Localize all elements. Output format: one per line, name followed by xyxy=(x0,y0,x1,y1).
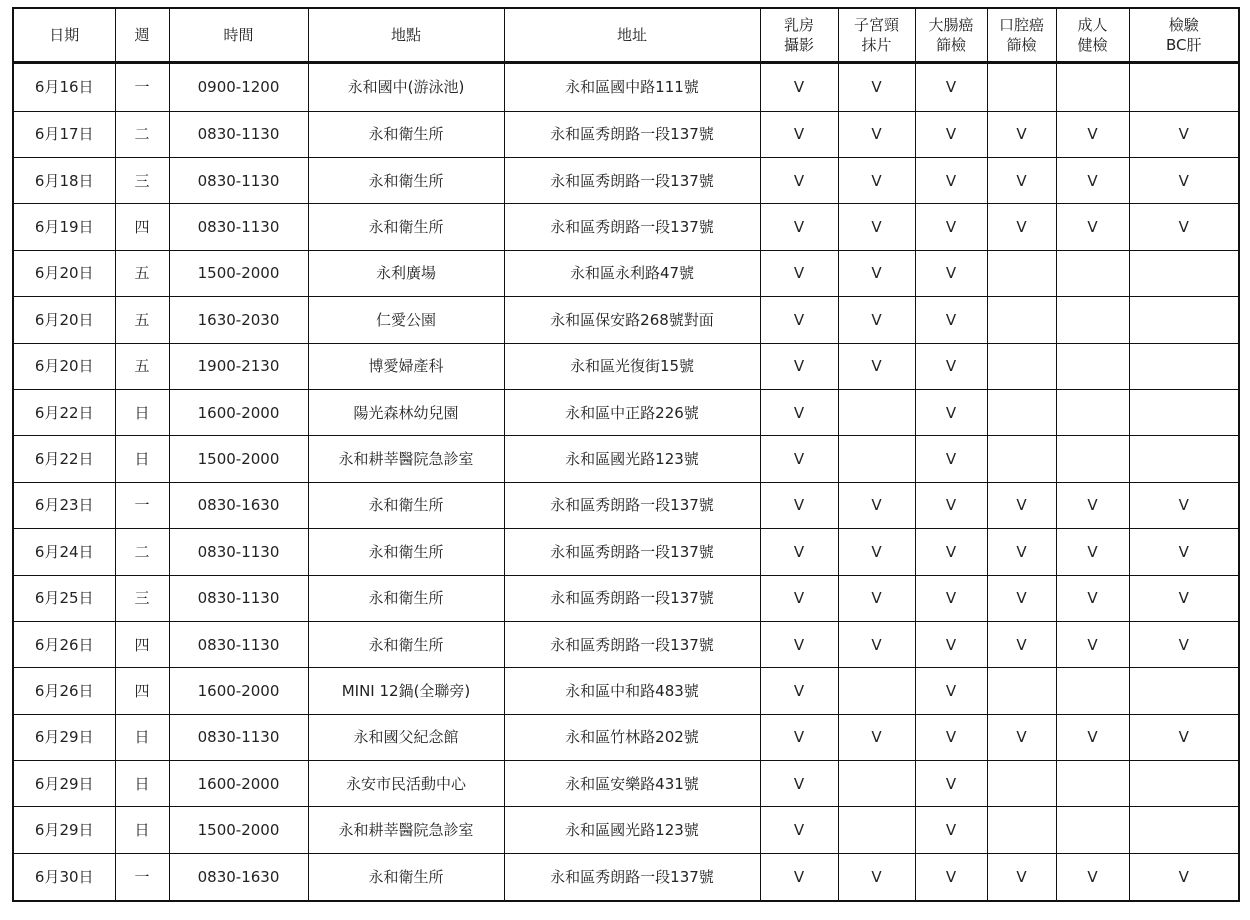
cell-location: 永和衛生所 xyxy=(308,157,504,203)
cell-adult xyxy=(1056,761,1129,807)
cell-adult: V xyxy=(1056,157,1129,203)
cell-hepatitis xyxy=(1129,761,1239,807)
cell-hepatitis xyxy=(1129,343,1239,389)
cell-colorectal: V xyxy=(915,389,987,435)
cell-breast: V xyxy=(760,63,838,112)
column-header-cervical-line: 抹片 xyxy=(861,36,892,54)
cell-location: 永和耕莘醫院急診室 xyxy=(308,807,504,853)
cell-date: 6月26日 xyxy=(13,668,115,714)
cell-adult: V xyxy=(1056,621,1129,667)
cell-weekday: 二 xyxy=(115,529,169,575)
cell-cervical xyxy=(838,761,915,807)
column-header-breast-line: 攝影 xyxy=(783,36,814,54)
cell-date: 6月29日 xyxy=(13,807,115,853)
cell-location: 陽光森林幼兒園 xyxy=(308,389,504,435)
cell-oral xyxy=(987,807,1056,853)
cell-time: 1500-2000 xyxy=(169,436,308,482)
cell-breast: V xyxy=(760,204,838,250)
table-row xyxy=(13,575,1239,621)
cell-breast: V xyxy=(760,389,838,435)
cell-cervical xyxy=(838,436,915,482)
cell-weekday: 五 xyxy=(115,297,169,343)
cell-oral xyxy=(987,761,1056,807)
table-row xyxy=(13,157,1239,203)
table-row xyxy=(13,853,1239,901)
cell-time: 1900-2130 xyxy=(169,343,308,389)
cell-time: 0900-1200 xyxy=(169,63,308,112)
column-header-oral xyxy=(987,8,1056,63)
cell-hepatitis xyxy=(1129,807,1239,853)
cell-hepatitis xyxy=(1129,250,1239,296)
column-header-colorectal-line: 篩檢 xyxy=(935,36,966,54)
cell-address: 永和區秀朗路一段137號 xyxy=(504,111,760,157)
cell-location: 永和衛生所 xyxy=(308,575,504,621)
column-header-location-line: 地點 xyxy=(390,26,421,44)
cell-cervical xyxy=(838,389,915,435)
cell-adult: V xyxy=(1056,204,1129,250)
cell-adult: V xyxy=(1056,714,1129,760)
cell-weekday: 一 xyxy=(115,63,169,112)
cell-oral: V xyxy=(987,111,1056,157)
column-header-oral-line: 篩檢 xyxy=(1006,36,1037,54)
table-header xyxy=(13,8,1239,63)
cell-colorectal: V xyxy=(915,63,987,112)
cell-time: 0830-1130 xyxy=(169,575,308,621)
cell-weekday: 一 xyxy=(115,482,169,528)
cell-colorectal: V xyxy=(915,807,987,853)
cell-address: 永和區國光路123號 xyxy=(504,436,760,482)
cell-breast: V xyxy=(760,714,838,760)
cell-hepatitis xyxy=(1129,297,1239,343)
cell-time: 0830-1130 xyxy=(169,111,308,157)
cell-breast: V xyxy=(760,436,838,482)
cell-hepatitis: V xyxy=(1129,853,1239,901)
cell-oral: V xyxy=(987,853,1056,901)
cell-address: 永和區秀朗路一段137號 xyxy=(504,621,760,667)
cell-adult: V xyxy=(1056,853,1129,901)
cell-adult xyxy=(1056,668,1129,714)
cell-hepatitis: V xyxy=(1129,111,1239,157)
cell-breast: V xyxy=(760,297,838,343)
cell-location: 永和衛生所 xyxy=(308,621,504,667)
cell-cervical: V xyxy=(838,63,915,112)
cell-date: 6月18日 xyxy=(13,157,115,203)
cell-address: 永和區秀朗路一段137號 xyxy=(504,575,760,621)
cell-date: 6月20日 xyxy=(13,297,115,343)
table-body xyxy=(13,63,1239,902)
cell-cervical: V xyxy=(838,621,915,667)
cell-oral: V xyxy=(987,157,1056,203)
cell-date: 6月24日 xyxy=(13,529,115,575)
cell-breast: V xyxy=(760,668,838,714)
cell-colorectal: V xyxy=(915,714,987,760)
cell-date: 6月17日 xyxy=(13,111,115,157)
cell-address: 永和區秀朗路一段137號 xyxy=(504,482,760,528)
cell-address: 永和區國中路111號 xyxy=(504,63,760,112)
cell-cervical: V xyxy=(838,575,915,621)
cell-time: 0830-1630 xyxy=(169,482,308,528)
cell-location: 永安市民活動中心 xyxy=(308,761,504,807)
cell-date: 6月23日 xyxy=(13,482,115,528)
cell-breast: V xyxy=(760,343,838,389)
cell-cervical: V xyxy=(838,111,915,157)
cell-oral: V xyxy=(987,714,1056,760)
cell-oral xyxy=(987,63,1056,112)
cell-date: 6月19日 xyxy=(13,204,115,250)
cell-cervical: V xyxy=(838,853,915,901)
cell-breast: V xyxy=(760,621,838,667)
cell-weekday: 三 xyxy=(115,575,169,621)
column-header-hepatitis-line: BC肝 xyxy=(1165,36,1202,54)
column-header-date-line: 日期 xyxy=(49,26,80,44)
cell-oral xyxy=(987,250,1056,296)
column-header-oral-line: 口腔癌 xyxy=(998,16,1044,34)
cell-address: 永和區秀朗路一段137號 xyxy=(504,157,760,203)
cell-hepatitis: V xyxy=(1129,529,1239,575)
cell-oral: V xyxy=(987,621,1056,667)
cell-cervical: V xyxy=(838,250,915,296)
screening-schedule-table xyxy=(12,7,1240,902)
cell-location: 博愛婦產科 xyxy=(308,343,504,389)
cell-cervical xyxy=(838,668,915,714)
cell-colorectal: V xyxy=(915,250,987,296)
column-header-breast xyxy=(760,8,838,63)
cell-time: 0830-1130 xyxy=(169,714,308,760)
cell-address: 永和區秀朗路一段137號 xyxy=(504,529,760,575)
cell-colorectal: V xyxy=(915,297,987,343)
table-row xyxy=(13,63,1239,112)
cell-colorectal: V xyxy=(915,157,987,203)
screening-schedule-sheet xyxy=(12,7,1238,902)
table-row xyxy=(13,297,1239,343)
cell-address: 永和區竹林路202號 xyxy=(504,714,760,760)
cell-date: 6月16日 xyxy=(13,63,115,112)
cell-colorectal: V xyxy=(915,343,987,389)
column-header-weekday xyxy=(115,8,169,63)
cell-cervical: V xyxy=(838,529,915,575)
cell-address: 永和區秀朗路一段137號 xyxy=(504,853,760,901)
cell-location: 永和國中(游泳池) xyxy=(308,63,504,112)
table-row xyxy=(13,761,1239,807)
cell-time: 1500-2000 xyxy=(169,250,308,296)
cell-hepatitis xyxy=(1129,668,1239,714)
cell-cervical xyxy=(838,807,915,853)
cell-colorectal: V xyxy=(915,482,987,528)
cell-address: 永和區保安路268號對面 xyxy=(504,297,760,343)
column-header-time xyxy=(169,8,308,63)
column-header-cervical xyxy=(838,8,915,63)
table-row xyxy=(13,529,1239,575)
cell-breast: V xyxy=(760,482,838,528)
cell-time: 0830-1130 xyxy=(169,157,308,203)
cell-address: 永和區永利路47號 xyxy=(504,250,760,296)
cell-colorectal: V xyxy=(915,668,987,714)
cell-colorectal: V xyxy=(915,575,987,621)
column-header-adult xyxy=(1056,8,1129,63)
cell-adult xyxy=(1056,436,1129,482)
column-header-address-line: 地址 xyxy=(616,26,647,44)
cell-time: 0830-1630 xyxy=(169,853,308,901)
cell-date: 6月20日 xyxy=(13,250,115,296)
cell-hepatitis: V xyxy=(1129,575,1239,621)
cell-weekday: 日 xyxy=(115,436,169,482)
cell-adult xyxy=(1056,343,1129,389)
cell-oral xyxy=(987,297,1056,343)
cell-address: 永和區光復街15號 xyxy=(504,343,760,389)
cell-colorectal: V xyxy=(915,529,987,575)
cell-date: 6月20日 xyxy=(13,343,115,389)
cell-oral xyxy=(987,389,1056,435)
cell-date: 6月22日 xyxy=(13,436,115,482)
cell-oral: V xyxy=(987,204,1056,250)
column-header-adult-line: 成人 xyxy=(1077,16,1108,34)
cell-colorectal: V xyxy=(915,853,987,901)
table-row xyxy=(13,111,1239,157)
cell-location: 永和衛生所 xyxy=(308,853,504,901)
column-header-breast-line: 乳房 xyxy=(783,16,814,34)
cell-date: 6月30日 xyxy=(13,853,115,901)
table-row xyxy=(13,343,1239,389)
cell-weekday: 四 xyxy=(115,621,169,667)
column-header-time-line: 時間 xyxy=(223,26,254,44)
column-header-cervical-line: 子宮頸 xyxy=(853,16,899,34)
cell-location: 永利廣場 xyxy=(308,250,504,296)
cell-oral xyxy=(987,668,1056,714)
cell-hepatitis: V xyxy=(1129,204,1239,250)
cell-location: 永和衛生所 xyxy=(308,204,504,250)
cell-time: 0830-1130 xyxy=(169,204,308,250)
table-row xyxy=(13,621,1239,667)
cell-adult xyxy=(1056,297,1129,343)
cell-hepatitis: V xyxy=(1129,621,1239,667)
cell-time: 1600-2000 xyxy=(169,668,308,714)
cell-colorectal: V xyxy=(915,761,987,807)
column-header-colorectal-line: 大腸癌 xyxy=(928,16,974,34)
table-row xyxy=(13,807,1239,853)
cell-time: 1630-2030 xyxy=(169,297,308,343)
cell-weekday: 二 xyxy=(115,111,169,157)
cell-address: 永和區秀朗路一段137號 xyxy=(504,204,760,250)
cell-colorectal: V xyxy=(915,621,987,667)
cell-breast: V xyxy=(760,250,838,296)
cell-weekday: 四 xyxy=(115,204,169,250)
cell-hepatitis: V xyxy=(1129,714,1239,760)
cell-weekday: 日 xyxy=(115,761,169,807)
cell-location: 仁愛公園 xyxy=(308,297,504,343)
cell-adult: V xyxy=(1056,575,1129,621)
cell-time: 1600-2000 xyxy=(169,389,308,435)
cell-adult: V xyxy=(1056,111,1129,157)
cell-adult xyxy=(1056,389,1129,435)
cell-colorectal: V xyxy=(915,111,987,157)
cell-cervical: V xyxy=(838,482,915,528)
cell-weekday: 日 xyxy=(115,389,169,435)
cell-oral xyxy=(987,343,1056,389)
cell-oral xyxy=(987,436,1056,482)
cell-location: 永和國父紀念館 xyxy=(308,714,504,760)
cell-adult: V xyxy=(1056,482,1129,528)
cell-breast: V xyxy=(760,575,838,621)
cell-breast: V xyxy=(760,111,838,157)
column-header-weekday-line: 週 xyxy=(134,26,150,44)
cell-weekday: 三 xyxy=(115,157,169,203)
cell-cervical: V xyxy=(838,204,915,250)
table-row xyxy=(13,436,1239,482)
cell-weekday: 五 xyxy=(115,343,169,389)
cell-date: 6月25日 xyxy=(13,575,115,621)
cell-address: 永和區中和路483號 xyxy=(504,668,760,714)
cell-oral: V xyxy=(987,575,1056,621)
column-header-address xyxy=(504,8,760,63)
cell-location: 永和衛生所 xyxy=(308,111,504,157)
cell-cervical: V xyxy=(838,714,915,760)
column-header-hepatitis xyxy=(1129,8,1239,63)
cell-date: 6月29日 xyxy=(13,761,115,807)
cell-breast: V xyxy=(760,529,838,575)
cell-adult: V xyxy=(1056,529,1129,575)
cell-date: 6月29日 xyxy=(13,714,115,760)
cell-location: 永和衛生所 xyxy=(308,529,504,575)
table-row xyxy=(13,482,1239,528)
cell-address: 永和區中正路226號 xyxy=(504,389,760,435)
cell-hepatitis xyxy=(1129,63,1239,112)
cell-breast: V xyxy=(760,853,838,901)
cell-hepatitis: V xyxy=(1129,157,1239,203)
cell-cervical: V xyxy=(838,157,915,203)
column-header-adult-line: 健檢 xyxy=(1077,36,1108,54)
table-row xyxy=(13,204,1239,250)
cell-date: 6月22日 xyxy=(13,389,115,435)
table-row xyxy=(13,389,1239,435)
cell-address: 永和區安樂路431號 xyxy=(504,761,760,807)
cell-breast: V xyxy=(760,157,838,203)
cell-date: 6月26日 xyxy=(13,621,115,667)
table-row xyxy=(13,250,1239,296)
cell-weekday: 日 xyxy=(115,807,169,853)
cell-colorectal: V xyxy=(915,204,987,250)
cell-weekday: 一 xyxy=(115,853,169,901)
cell-cervical: V xyxy=(838,297,915,343)
cell-colorectal: V xyxy=(915,436,987,482)
cell-hepatitis: V xyxy=(1129,482,1239,528)
cell-weekday: 日 xyxy=(115,714,169,760)
table-row xyxy=(13,668,1239,714)
cell-address: 永和區國光路123號 xyxy=(504,807,760,853)
column-header-hepatitis-line: 檢驗 xyxy=(1168,16,1199,34)
cell-oral: V xyxy=(987,482,1056,528)
cell-cervical: V xyxy=(838,343,915,389)
header-row xyxy=(13,8,1239,63)
cell-weekday: 五 xyxy=(115,250,169,296)
cell-adult xyxy=(1056,807,1129,853)
cell-oral: V xyxy=(987,529,1056,575)
column-header-date xyxy=(13,8,115,63)
cell-location: 永和衛生所 xyxy=(308,482,504,528)
column-header-colorectal xyxy=(915,8,987,63)
cell-time: 0830-1130 xyxy=(169,529,308,575)
column-header-location xyxy=(308,8,504,63)
cell-time: 1500-2000 xyxy=(169,807,308,853)
cell-adult xyxy=(1056,63,1129,112)
cell-location: MINI 12鍋(全聯旁) xyxy=(308,668,504,714)
cell-hepatitis xyxy=(1129,436,1239,482)
cell-breast: V xyxy=(760,761,838,807)
cell-location: 永和耕莘醫院急診室 xyxy=(308,436,504,482)
cell-adult xyxy=(1056,250,1129,296)
table-row xyxy=(13,714,1239,760)
cell-breast: V xyxy=(760,807,838,853)
cell-hepatitis xyxy=(1129,389,1239,435)
cell-weekday: 四 xyxy=(115,668,169,714)
cell-time: 0830-1130 xyxy=(169,621,308,667)
cell-time: 1600-2000 xyxy=(169,761,308,807)
